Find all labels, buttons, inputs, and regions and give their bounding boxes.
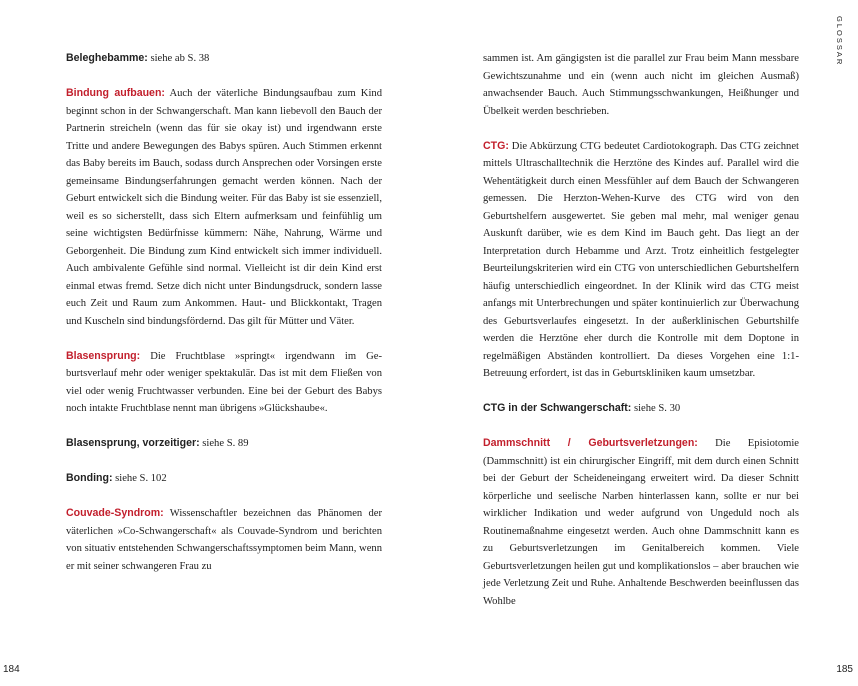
glossary-term: CTG in der Schwangerschaft: [483, 402, 632, 414]
glossary-entry [483, 435, 799, 610]
glossary-term: Bonding: [66, 472, 113, 484]
glossary-term: Couvade-Syndrom: [66, 507, 164, 519]
glossary-definition: Die Episiotomie (Dammschnitt) ist ein chirurgischer Eingriff, mit dem durch einen Schnitt bei der Geburt der Scheideneingang erweitert wird. Da dieser Schnitt körperliche und seelische Narben hinterlassen kann, sollte er nur bei wirklicher Indikation und weder aufgrund von Ungeduld noch als Routinemaßnahme eingesetzt werden. Auch ohne Dammschnitt kann es zu Geburtsverletzungen im Genitalbereich kommen. Viele Geburtsverletzungen heilen gut und komplikationslos – aber brauchen wie jede Verletzung Zeit und Ruhe. Anhaltende Beschwerden beeinflussen das Wohlbe [483, 438, 799, 607]
glossary-entry [483, 50, 799, 120]
glossary-entry [66, 50, 382, 68]
glossary-entry [66, 505, 382, 575]
glossary-definition: siehe S. 102 [112, 473, 167, 484]
glossary-term: Blasensprung: [66, 349, 141, 362]
glossary-definition: siehe S. 89 [199, 438, 249, 449]
glossary-definition: Wissenschaftler bezeichnen das Phänomen der väterlichen »Co-Schwangerschaft« als Couvade-Syndrom und berichten von situativ entstehenden Schwangerschaftssymptomen beim Mann, wenn er mit seiner schwangeren Frau zu [66, 508, 382, 572]
glossary-definition: Die Fruchtblase »springt« irgendwann im Geburtsverlauf mehr oder weniger spektakulär. Das ist mit dem Fließen von viel oder wenig Fruchtwasser verbunden. Eine bei der Geburt des Babys noch intakte Fruchtblase nennt man übrigens »Glückshaube«. [66, 350, 382, 414]
glossary-entry [483, 400, 799, 418]
glossary-entry [66, 470, 382, 488]
glossary-definition: siehe ab S. 38 [147, 53, 210, 64]
glossary-definition: Auch der väterliche Bindungsaufbau zum Kind beginnt schon in der Schwangerschaft. Man kann liebevoll den Bauch der Partnerin streicheln (wenn das für sie okay ist) und irgendwann erste Tritte und andere Bewegungen des Babys spüren. Auch Stimmen erkennt das Baby bereits im Bauch, sodass durch Ansprechen oder Vorsingen erste gemeinsame Bindungserfahrungen gemacht werden können. Nach der Geburt entwickelt sich die Bindung weiter. Für das Baby ist sie essenziell, weil es so sicherstellt, dass sich Eltern aufmerksam und feinfühlig um seine wichtigsten Bedürfnisse kümmern: Nähe, Nahrung, Wärme und Geborgenheit. Die Bindung zum Kind entwickelt sich immer individuell. Auch ambivalente Gefühle sind normal. Vielleicht ist dir dein Kind erst einmal etwas fremd. Setze dich nicht unter Bindungsdruck, sondern lasse euch Zeit und Raum zum Ankommen. Haut- und Blickkontakt, Tragen und Kuscheln sind bindungsfördernd. Das gilt für Mütter und Väter. [66, 88, 382, 327]
left-page-column [66, 50, 382, 593]
glossary-definition: siehe S. 30 [631, 403, 681, 414]
glossary-entry [66, 348, 382, 418]
glossary-term: CTG: [483, 139, 509, 152]
right-page-column [483, 50, 799, 628]
page-number-left: 184 [3, 664, 20, 675]
glossary-definition: sammen ist. Am gängigsten ist die parallel zur Frau beim Mann messbare Gewichtszunahme und ein (wenn auch nicht im gleichen Ausmaß) anwachsender Bauch. Auch Stimmungsschwankungen, Heißhunger und Übelkeit werden beschrieben. [483, 53, 799, 117]
glossary-entry [66, 435, 382, 453]
glossary-entry [66, 85, 382, 330]
glossary-entry [483, 138, 799, 383]
glossary-term: Beleghebamme: [66, 52, 148, 64]
glossary-term: Blasensprung, vorzeitiger: [66, 437, 200, 449]
page-number-right: 185 [836, 664, 853, 675]
section-label: GLOSSAR [835, 16, 844, 67]
glossary-term: Bindung aufbauen: [66, 87, 165, 99]
glossary-definition: Die Abkürzung CTG bedeutet Cardiotokograph. Das CTG zeichnet mittels Ultraschalltechnik die Herztöne des Kindes auf. Parallel wird die Wehentätigkeit durch einen Messfühler auf dem Bauch der Schwangeren gemessen. Die Herzton-Wehen-Kurve des CTG wird von den Geburtshelfern ausgewertet. Sie geben mal mehr, mal weniger genau Auskunft darüber, wie es dem Kind im Bauch geht. Das liegt an der Interpretation durch Hebamme und Arzt. Trotz einheitlich festgelegter Beurteilungskriterien wird ein CTG von unterschiedlichen Geburtshelfern häufig unterschiedlich eingeordnet. In der Klinik wird das CTG meist anfangs mit Unterbrechungen und später kontinuierlich zur Überwachung des Geburtsverlaufes eingesetzt. In der außerklinischen Geburtshilfe werden die Herztöne eher durch die Kontrolle mit dem Doptone in regelmäßigen Abständen kontrolliert. Da dieses Vorgehen eine 1:1-Betreuung erfordert, ist das in Geburtskliniken kaum umsetzbar. [483, 140, 799, 379]
glossary-term: Dammschnitt / Geburtsverletzungen: [483, 437, 698, 449]
